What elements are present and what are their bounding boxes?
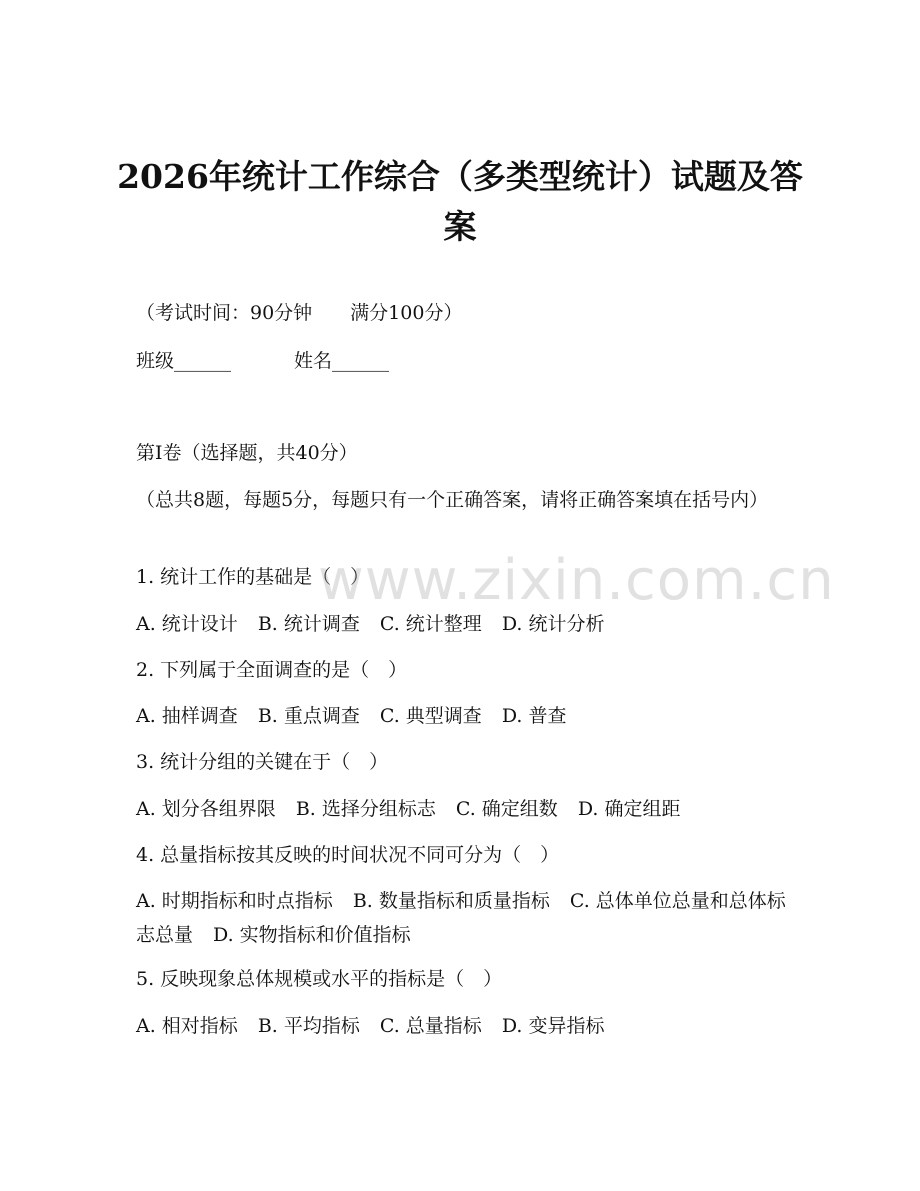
question-1-option-d: D. 统计分析	[501, 613, 605, 635]
question-2-stem: 2. 下列属于全面调查的是（ ）	[136, 659, 408, 681]
question-2-option-d: D. 普查	[501, 705, 567, 727]
question-3-option-a: A. 划分各组界限	[136, 798, 276, 820]
question-2-option-b: B. 重点调查	[257, 705, 360, 727]
question-3-option-b: B. 选择分组标志	[295, 798, 436, 820]
question-4-stem: 4. 总量指标按其反映的时间状况不同可分为（ ）	[136, 844, 560, 866]
section-title: 第Ⅰ卷（选择题，共40分）	[136, 442, 358, 464]
name-field: 姓名______	[294, 350, 390, 372]
question-4-option-d: D. 实物指标和价值指标	[213, 924, 411, 946]
question-4-option-b: B. 数量指标和质量指标	[352, 890, 550, 912]
question-1-option-b: B. 统计调查	[257, 613, 360, 635]
document-title: 2026年统计工作综合（多类型统计）试题及答案	[117, 157, 803, 246]
question-3-option-c: C. 确定组数	[455, 798, 558, 820]
question-5-option-d: D. 变异指标	[501, 1015, 605, 1037]
question-5-option-b: B. 平均指标	[257, 1015, 360, 1037]
question-2-option-a: A. 抽样调查	[136, 705, 238, 727]
question-3-stem: 3. 统计分组的关键在于（ ）	[136, 751, 389, 773]
question-3-options	[136, 792, 700, 826]
watermark: www.zixin.com.cn	[318, 548, 835, 613]
question-4-option-c: C. 总体单位总量和总体标志总量	[136, 890, 786, 946]
question-1-option-a: A. 统计设计	[136, 613, 238, 635]
exam-info: （考试时间：90分钟 满分100分）	[136, 302, 463, 324]
question-1-stem: 1. 统计工作的基础是（ ）	[136, 566, 370, 588]
question-5-options	[136, 1009, 624, 1043]
question-3-option-d: D. 确定组距	[577, 798, 681, 820]
instructions: （总共8题，每题5分，每题只有一个正确答案，请将正确答案填在括号内）	[136, 489, 769, 511]
class-field: 班级______	[136, 350, 232, 372]
question-1-option-c: C. 统计整理	[379, 613, 482, 635]
question-4-option-a: A. 时期指标和时点指标	[136, 890, 333, 912]
question-2-option-c: C. 典型调查	[379, 705, 482, 727]
question-4-options	[136, 884, 786, 952]
question-5-option-c: C. 总量指标	[379, 1015, 482, 1037]
question-5-option-a: A. 相对指标	[136, 1015, 238, 1037]
question-2-options	[136, 699, 586, 733]
question-5-stem: 5. 反映现象总体规模或水平的指标是（ ）	[136, 968, 503, 990]
